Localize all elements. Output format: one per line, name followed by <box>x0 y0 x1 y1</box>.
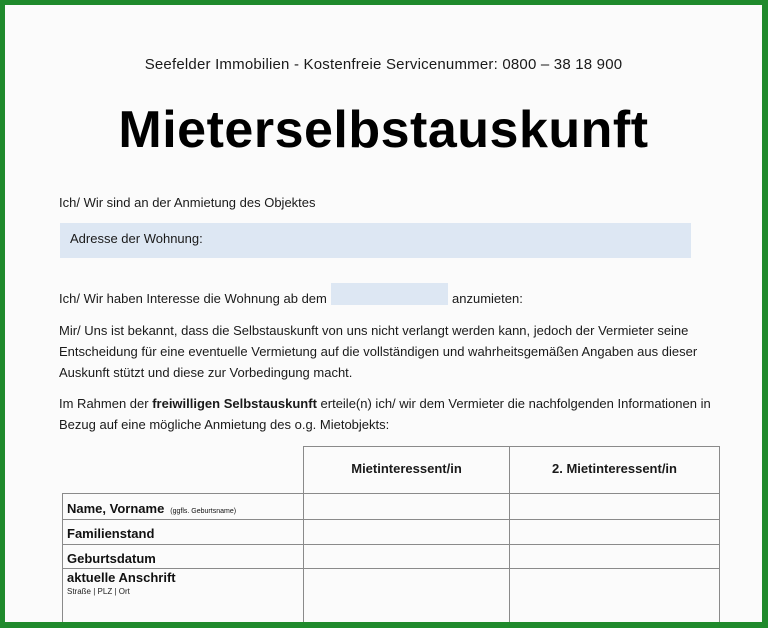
document-title: Mieterselbstauskunft <box>118 101 649 159</box>
table-border-top <box>303 446 719 447</box>
row-label-name-text: Name, Vorname <box>67 501 165 516</box>
table-border-right <box>719 446 720 622</box>
row-label-current-address: aktuelle Anschrift <box>67 570 176 585</box>
framework-text-pre: Im Rahmen der <box>59 396 153 411</box>
document-page <box>5 5 762 622</box>
row-note-address: Straße | PLZ | Ort <box>67 587 130 596</box>
row-label-name <box>67 501 236 516</box>
interest-line-end: anzumieten: <box>452 291 523 306</box>
address-field[interactable] <box>60 223 691 258</box>
move-in-date-field[interactable] <box>331 283 448 305</box>
table-line <box>62 519 719 520</box>
row-note-birthname: (ggfls. Geburtsname) <box>170 508 237 515</box>
column-header-tenant-2: 2. Mietinteressent/in <box>552 461 677 476</box>
table-line <box>62 544 719 545</box>
address-label: Adresse der Wohnung: <box>70 231 203 246</box>
row-label-marital-status: Familienstand <box>67 526 155 541</box>
intro-line: Ich/ Wir sind an der Anmietung des Objektes <box>59 195 316 210</box>
table-line <box>62 568 719 569</box>
column-header-tenant-1: Mietinteressent/in <box>351 461 462 476</box>
table-border-left <box>62 493 63 622</box>
framework-text-post: erteile(n) ich/ wir dem Vermieter die nachfolgenden Informationen in Bezug auf eine mögliche Anmietung des o.g. Mietobjekts: <box>59 396 711 432</box>
company-header: Seefelder Immobilien - Kostenfreie Servicenummer: 0800 – 38 18 900 <box>144 56 623 73</box>
row-label-birthdate: Geburtsdatum <box>67 551 156 566</box>
table-line <box>62 493 719 494</box>
framework-text-bold: freiwilligen Selbstauskunft <box>152 396 317 411</box>
interest-line-start: Ich/ Wir haben Interesse die Wohnung ab dem <box>59 291 327 306</box>
framework-paragraph <box>59 393 719 435</box>
notice-paragraph: Mir/ Uns ist bekannt, dass die Selbstauskunft von uns nicht verlangt werden kann, jedoch der Vermieter seine Entscheidung für eine eventuelle Vermietung auf die vollständigen und wahrheitsgemäßen Angaben aus dieser Auskunft stützt und diese zur Vorbedingung macht. <box>59 323 698 380</box>
